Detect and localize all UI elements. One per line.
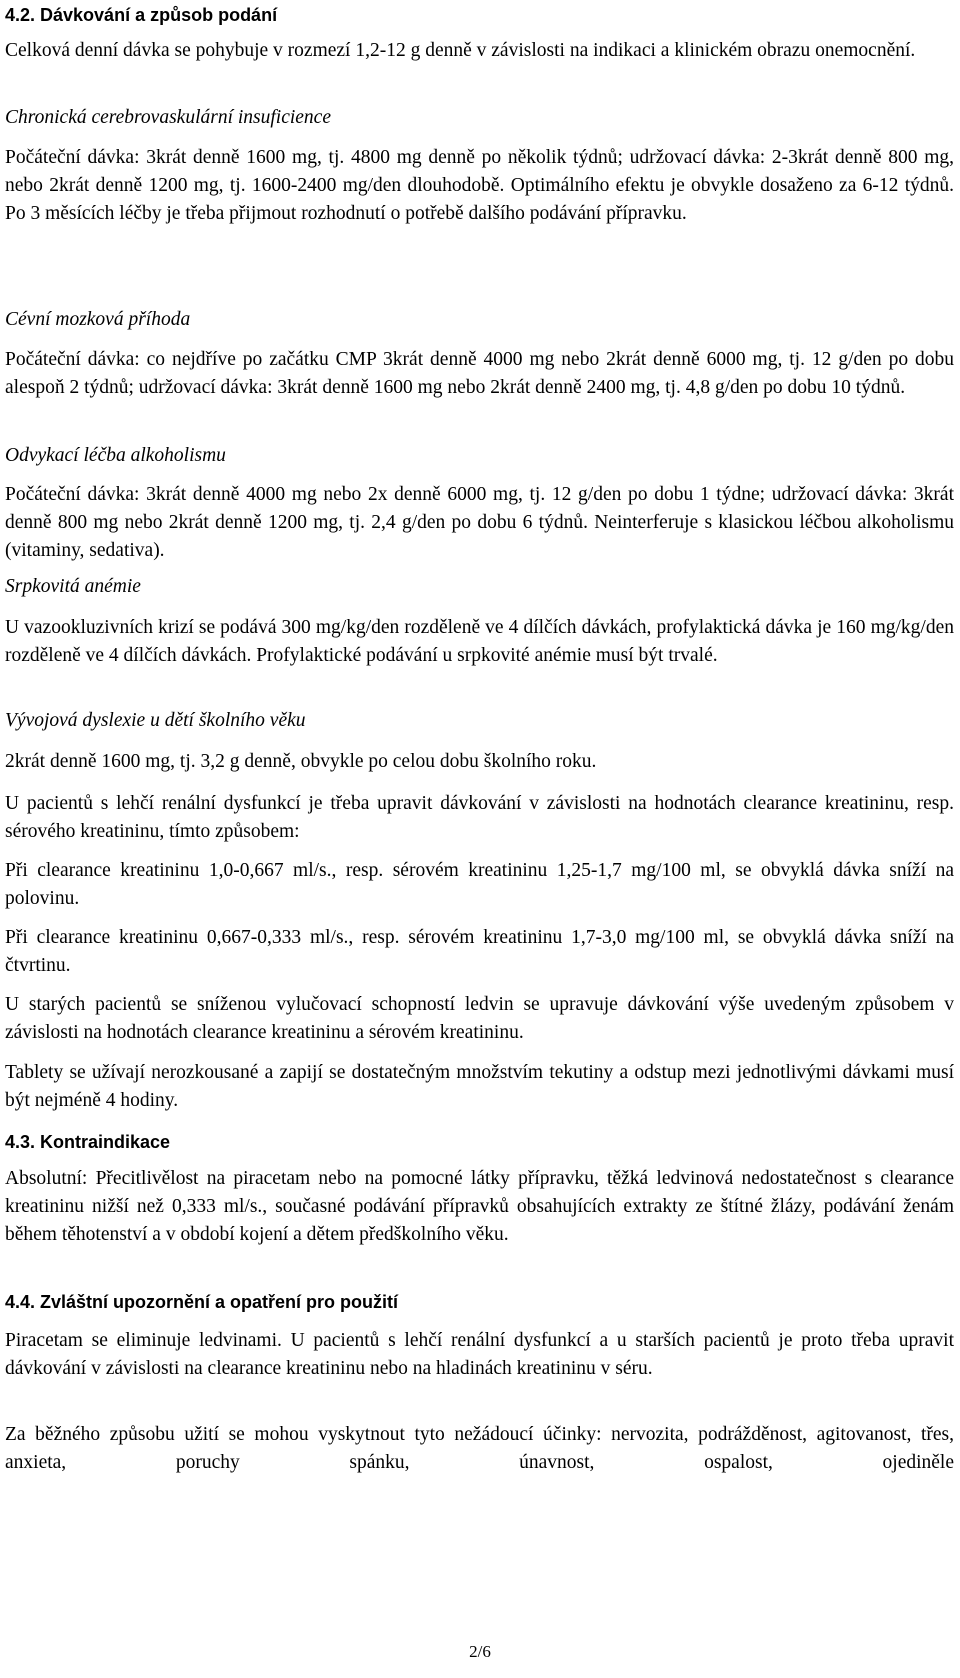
warnings-paragraph-1: Piracetam se eliminuje ledvinami. U pacientů s lehčí renální dysfunkcí a u starších pacientů je proto třeba upravit dávkování v závislosti na clearance kreatininu nebo na hladinách kreatininu v séru.: [5, 1330, 954, 1379]
alcohol-paragraph: Počáteční dávka: 3krát denně 4000 mg nebo 2x denně 6000 mg, tj. 12 g/den po dobu 1 týdne; udržovací dávka: 3krát denně 800 mg nebo 2krát denně 1200 mg, tj. 2,4 g/den po dobu 6 týdnů. Neinterferuje s klasickou léčbou alkoholismu (vitaminy, sedativa).: [5, 484, 954, 561]
warnings-paragraph-2: Za běžného způsobu užití se mohou vyskytnout tyto nežádoucí účinky: nervozita, podrážděnost, agitovanost, třes, anxieta, poruchy spánku, únavnost, ospalost, ojediněle: [5, 1424, 954, 1473]
subsection-title-stroke: Cévní mozková příhoda: [5, 309, 191, 330]
page-number: 2/6: [469, 1642, 491, 1661]
subsection-title-sickle: Srpkovitá anémie: [5, 576, 141, 597]
dyslexia-paragraph: 2krát denně 1600 mg, tj. 3,2 g denně, obvykle po celou dobu školního roku.: [5, 751, 597, 772]
tablets-paragraph: Tablety se užívají nerozkousané a zapijí se dostatečným množstvím tekutiny a odstup mezi jednotlivými dávkami musí být nejméně 4 hodiny.: [5, 1062, 954, 1111]
renal-half-paragraph: Při clearance kreatininu 1,0-0,667 ml/s., resp. sérovém kreatininu 1,25-1,7 mg/100 ml, se obvyklá dávka sníží na polovinu.: [5, 860, 954, 909]
contraindications-paragraph: Absolutní: Přecitlivělost na piracetam nebo na pomocné látky přípravku, těžká ledvinová nedostatečnost s clearance kreatininu nižší než 0,333 ml/s., současné podávání přípravků obsahujících extrakty ze štítné žlázy, podávání ženám během těhotenství a v období kojení a dětem předškolního věku.: [5, 1168, 954, 1245]
section-heading-4-2: 4.2. Dávkování a způsob podání: [5, 5, 278, 25]
subsection-title-dyslexia: Vývojová dyslexie u dětí školního věku: [5, 710, 306, 731]
section-heading-4-3: 4.3. Kontraindikace: [5, 1132, 171, 1152]
renal-intro-paragraph: U pacientů s lehčí renální dysfunkcí je třeba upravit dávkování v závislosti na hodnotách clearance kreatininu, resp. sérového kreatininu, tímto způsobem:: [5, 793, 954, 842]
subsection-title-alcohol: Odvykací léčba alkoholismu: [5, 445, 226, 466]
sickle-paragraph: U vazookluzivních krizí se podává 300 mg/kg/den rozděleně ve 4 dílčích dávkách, profylaktická dávka je 160 mg/kg/den rozděleně ve 4 dílčích dávkách. Profylaktické podávání u srpkovité anémie musí být trvalé.: [5, 617, 954, 666]
renal-quarter-paragraph: Při clearance kreatininu 0,667-0,333 ml/s., resp. sérovém kreatininu 1,7-3,0 mg/100 ml, se obvyklá dávka sníží na čtvrtinu.: [5, 927, 954, 976]
section-heading-4-4: 4.4. Zvláštní upozornění a opatření pro použití: [5, 1292, 399, 1312]
stroke-paragraph: Počáteční dávka: co nejdříve po začátku CMP 3krát denně 4000 mg nebo 2krát denně 6000 mg, tj. 12 g/den po dobu alespoň 2 týdnů; udržovací dávka: 3krát denně 1600 mg nebo 2krát denně 2400 mg, tj. 4,8 g/den po dobu 10 týdnů.: [5, 349, 954, 398]
intro-paragraph: Celková denní dávka se pohybuje v rozmezí 1,2-12 g denně v závislosti na indikaci a klinickém obrazu onemocnění.: [5, 40, 916, 61]
chronic-paragraph: Počáteční dávka: 3krát denně 1600 mg, tj. 4800 mg denně po několik týdnů; udržovací dávka: 2-3krát denně 800 mg, nebo 2krát denně 1200 mg, tj. 1600-2400 mg/den dlouhodobě. Optimálního efektu je obvykle dosaženo za 6-12 týdnů. Po 3 měsících léčby je třeba přijmout rozhodnutí o potřebě dalšího podávání přípravku.: [5, 147, 954, 224]
elderly-paragraph: U starých pacientů se sníženou vylučovací schopností ledvin se upravuje dávkování výše uvedeným způsobem v závislosti na hodnotách clearance kreatininu a sérovém kreatininu.: [5, 994, 954, 1043]
subsection-title-chronic: Chronická cerebrovaskulární insuficience: [5, 107, 331, 128]
